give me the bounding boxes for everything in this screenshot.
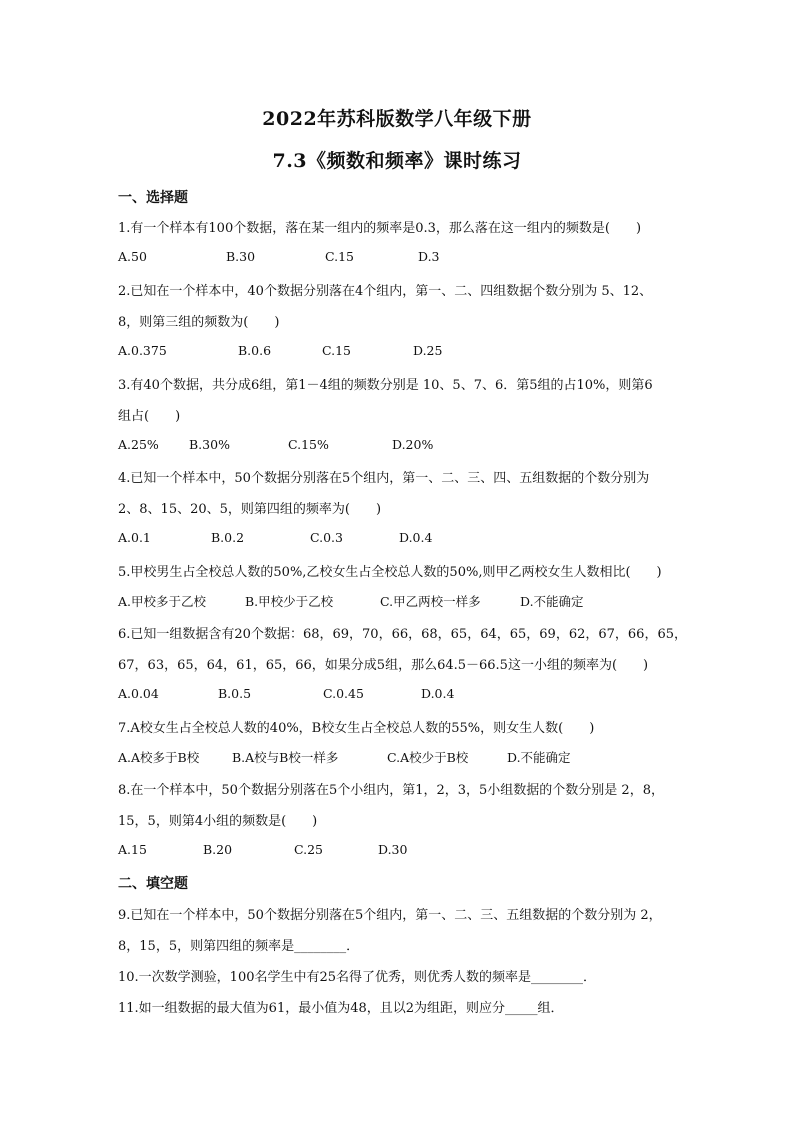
q3-option-d: D.20% bbox=[392, 437, 434, 452]
q2-option-d: D.25 bbox=[413, 343, 443, 358]
q8-option-c: C.25 bbox=[294, 842, 323, 857]
q1-option-c: C.15 bbox=[325, 249, 354, 264]
question-10: 10.一次数学测验，100名学生中有25名得了优秀，则优秀人数的频率是________． bbox=[118, 970, 597, 985]
q8-option-b: B.20 bbox=[203, 842, 233, 857]
q1-option-a: A.50 bbox=[118, 249, 147, 264]
question-5: 5.甲校男生占全校总人数的50%,乙校女生占全校总人数的50%,则甲乙两校女生人数相比( ) bbox=[118, 565, 662, 580]
question-6-line-1: 6.已知一组数据含有20个数据：68，69，70，66，68，65，64，65，69，62，67，66，65， bbox=[118, 627, 687, 642]
question-9-line-1: 9.已知在一个样本中，50个数据分别落在5个组内，第一、二、三、五组数据的个数分别为 2， bbox=[118, 908, 662, 923]
q7-option-a: A.A校多于B校 bbox=[118, 750, 200, 765]
question-2-line-1: 2.已知在一个样本中，40个数据分别落在4个组内，第一、二、四组数据个数分别为 5、12、 bbox=[118, 284, 653, 299]
q1-option-d: D.3 bbox=[418, 249, 440, 264]
q5-option-a: A.甲校多于乙校 bbox=[118, 594, 207, 609]
q3-option-c: C.15% bbox=[288, 437, 329, 452]
q5-option-c: C.甲乙两校一样多 bbox=[380, 594, 481, 609]
page-title: 2022年苏科版数学八年级下册 bbox=[262, 108, 532, 130]
q7-option-d: D.不能确定 bbox=[507, 750, 571, 765]
q4-option-a: A.0.1 bbox=[118, 530, 151, 545]
question-8-line-1: 8.在一个样本中，50个数据分别落在5个小组内，第1，2，3，5小组数据的个数分别是 2，8， bbox=[118, 783, 664, 798]
section-heading-fill: 二、填空题 bbox=[118, 876, 188, 892]
q2-option-b: B.0.6 bbox=[238, 343, 272, 358]
q3-option-a: A.25% bbox=[118, 437, 159, 452]
section-heading-choice: 一、选择题 bbox=[118, 190, 188, 206]
question-3-line-1: 3.有40个数据，共分成6组，第1－4组的频数分别是 10、5、7、6．第5组的占10%，则第6 bbox=[118, 378, 653, 393]
q8-option-a: A.15 bbox=[118, 842, 147, 857]
q5-option-b: B.甲校少于乙校 bbox=[245, 594, 334, 609]
q4-option-d: D.0.4 bbox=[399, 530, 433, 545]
q6-option-b: B.0.5 bbox=[218, 686, 252, 701]
q2-option-c: C.15 bbox=[322, 343, 351, 358]
question-6-line-2: 67，63，65，64，61，65，66，如果分成5组，那么64.5－66.5这一小组的频率为( ) bbox=[118, 658, 649, 673]
q6-option-d: D.0.4 bbox=[421, 686, 455, 701]
question-8-line-2: 15，5，则第4小组的频数是( ) bbox=[118, 814, 318, 829]
page-subtitle: 7.3《频数和频率》课时练习 bbox=[272, 150, 522, 172]
q4-option-c: C.0.3 bbox=[310, 530, 343, 545]
q7-option-c: C.A校少于B校 bbox=[387, 750, 469, 765]
q7-option-b: B.A校与B校一样多 bbox=[232, 750, 339, 765]
question-3-line-2: 组占( ) bbox=[118, 409, 181, 424]
question-7: 7.A校女生占全校总人数的40%，B校女生占全校总人数的55%，则女生人数( ) bbox=[118, 721, 595, 736]
question-4-line-2: 2、8、15、20、5，则第四组的频率为( ) bbox=[118, 502, 382, 517]
question-4-line-1: 4.已知一个样本中，50个数据分别落在5个组内，第一、二、三、四、五组数据的个数分别为 bbox=[118, 471, 650, 486]
question-11: 11.如一组数据的最大值为61，最小值为48，且以2为组距，则应分_____组． bbox=[118, 1001, 564, 1016]
q2-option-a: A.0.375 bbox=[118, 343, 167, 358]
q6-option-c: C.0.45 bbox=[323, 686, 364, 701]
question-1: 1.有一个样本有100个数据，落在某一组内的频率是0.3，那么落在这一组内的频数是( ) bbox=[118, 221, 642, 236]
q4-option-b: B.0.2 bbox=[211, 530, 245, 545]
q1-option-b: B.30 bbox=[226, 249, 256, 264]
q6-option-a: A.0.04 bbox=[118, 686, 159, 701]
question-2-line-2: 8，则第三组的频数为( ) bbox=[118, 315, 280, 330]
q3-option-b: B.30% bbox=[189, 437, 230, 452]
q8-option-d: D.30 bbox=[378, 842, 408, 857]
question-9-line-2: 8，15，5，则第四组的频率是________． bbox=[118, 939, 360, 954]
q5-option-d: D.不能确定 bbox=[520, 594, 584, 609]
